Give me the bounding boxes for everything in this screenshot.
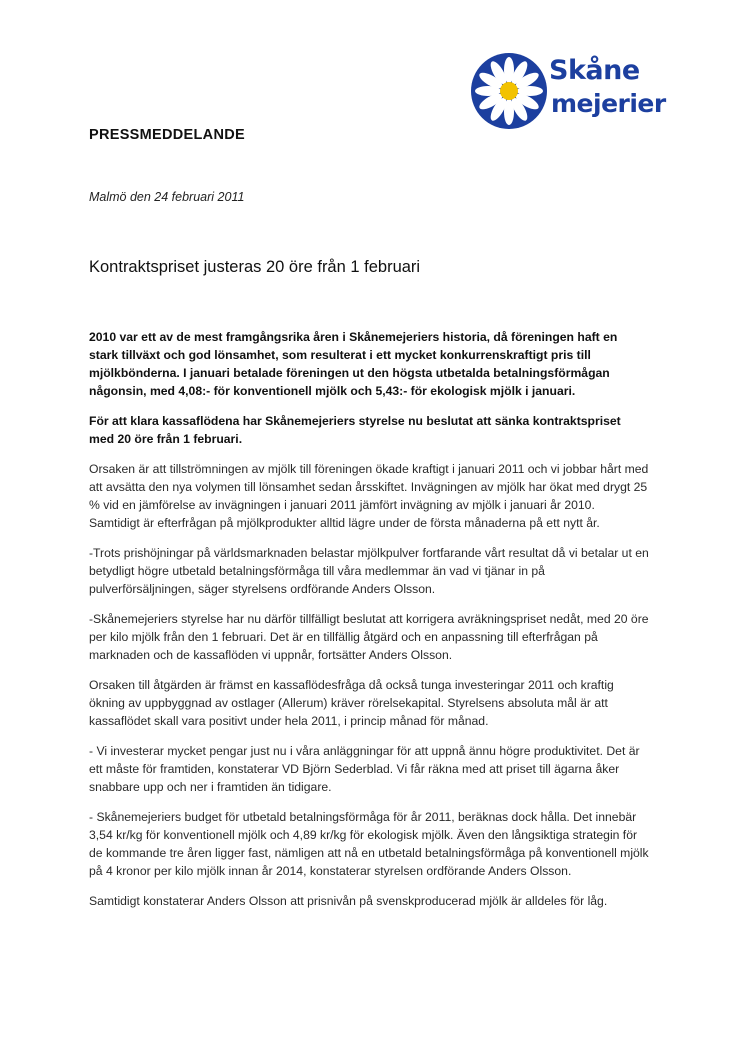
- skanemejerier-logo: [470, 50, 666, 132]
- press-release-body: [89, 328, 649, 922]
- lead-paragraph-1: 2010 var ett av de mest framgångsrika åren i Skånemejeriers historia, då föreningen haft en stark tillväxt och god lönsamhet, som resulterat i ett mycket konkurrenskraftigt pris till mjölkbönderna. I januari betalade föreningen ut den högsta utbetalda betalningsförmågan någonsin, med 4,08:- för konventionell mjölk och 5,43:- för ekologisk mjölk i januari.: [89, 330, 618, 398]
- logo-word-mejerier: mejerier: [551, 89, 666, 118]
- body-paragraph: Orsaken är att tillströmningen av mjölk till föreningen ökade kraftigt i januari 2011 och vi jobbar hårt med att avsätta den nya volymen till lönsamhet sedan årsskiftet. Invägningen av mjölk har ökat med drygt 25 % vid en jämförelse av invägningen i januari 2011 jämfört invägning av mjölk i januari år 2010. Samtidigt är efterfrågan på mjölkprodukter alltid lägre under de första månaderna på ett nytt år.: [89, 462, 649, 530]
- lead-paragraph-2: För att klara kassaflödena har Skånemejeriers styrelse nu beslutat att sänka kontraktspriset med 20 öre från 1 februari.: [89, 414, 621, 446]
- press-release-title: Kontraktspriset justeras 20 öre från 1 februari: [89, 258, 421, 276]
- body-paragraph: Samtidigt konstaterar Anders Olsson att prisnivån på svenskproducerad mjölk är alldeles för låg.: [89, 894, 608, 908]
- body-paragraph: Orsaken till åtgärden är främst en kassaflödesfråga då också tunga investeringar 2011 och kraftig ökning av uppbyggnad av ostlager (Allerum) kräver rörelsekapital. Styrelsens absoluta mål är att kassaflödet skall vara positivt under hela 2011, i princip månad för månad.: [89, 678, 614, 728]
- document-type-heading: PRESSMEDDELANDE: [89, 127, 245, 143]
- body-paragraph: - Skånemejeriers budget för utbetald betalningsförmåga för år 2011, beräknas dock hålla. Det innebär 3,54 kr/kg för konventionell mjölk och 4,89 kr/kg för ekologisk mjölk. Även den långsiktiga strategin för de kommande tre åren ligger fast, nämligen att nå en utbetald betalningsförmåga på konventionell mjölk på 4 kronor per kilo mjölk innan år 2014, konstaterar styrelsen ordförande Anders Olsson.: [89, 810, 649, 878]
- daisy-flower-icon: [470, 50, 550, 132]
- dateline: Malmö den 24 februari 2011: [89, 190, 245, 204]
- body-paragraph: -Trots prishöjningar på världsmarknaden belastar mjölkpulver fortfarande vårt resultat då vi betalar ut en betydligt högre utbetald betalningsförmåga till våra medlemmar än vad vi tjänar in på pulverförsäljningen, säger styrelsens ordförande Anders Olsson.: [89, 546, 649, 596]
- logo-word-skane: Skåne: [549, 55, 640, 86]
- body-paragraph: - Vi investerar mycket pengar just nu i våra anläggningar för att uppnå ännu högre produktivitet. Det är ett måste för framtiden, konstaterar VD Björn Sederblad. Vi får räkna med att priset till ägarna åker snabbare upp och ner i framtiden än tidigare.: [89, 744, 640, 794]
- body-paragraph: -Skånemejeriers styrelse har nu därför tillfälligt beslutat att korrigera avräkningspriset nedåt, med 20 öre per kilo mjölk från den 1 februari. Det är en tillfällig åtgärd och en anpassning till efterfrågan på marknaden och de kassaflöden vi uppnår, fortsätter Anders Olsson.: [89, 612, 649, 662]
